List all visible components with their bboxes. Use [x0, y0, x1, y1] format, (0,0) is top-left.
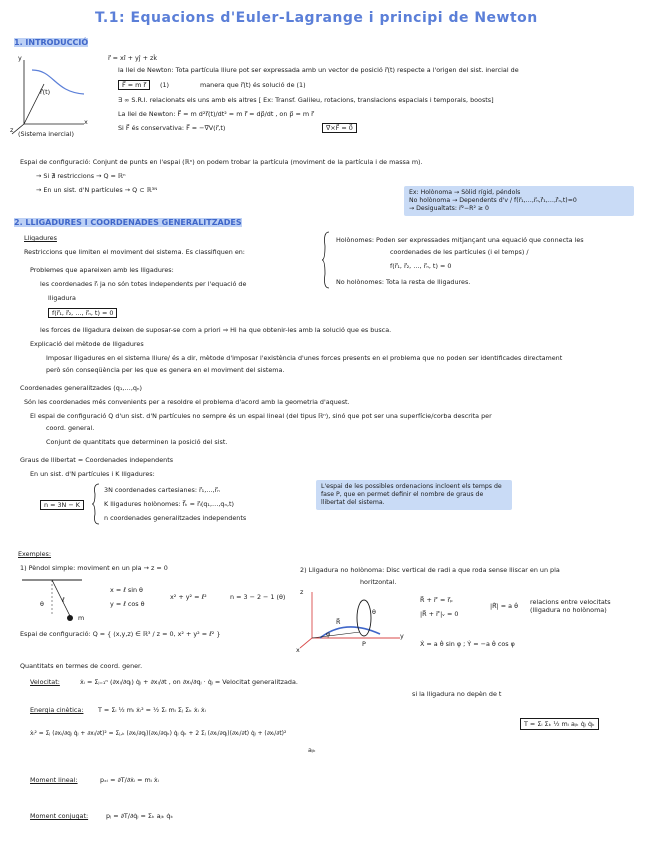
figure-z: z [300, 588, 304, 596]
problem-1-equation: f(r⃗₁, r⃗₂, …, r⃗ₙ, t) = 0 [48, 308, 117, 318]
holonomic-def: Holònomes: Poden ser expressades mitjançant una equació que connecta les [336, 236, 584, 244]
pendulum-x: x = ℓ sin θ [110, 586, 143, 594]
method-head: Explicació del mètode de lligadures [30, 340, 144, 348]
sketch-caption: (Sistema inercial) [18, 130, 74, 138]
figure-x: x [296, 646, 300, 654]
page-title: T.1: Equacions d'Euler-Lagrange i principi de Newton [95, 10, 538, 26]
gen-coords-def: Són les coordenades més convenients per a resoldre el problema d'acord amb la geometria d'aquest. [24, 398, 350, 406]
pendulum-dof: n = 3 − 2 − 1 (θ) [230, 593, 286, 601]
example-2: 2) Lligadura no holònoma: Disc vertical de radi a que roda sense lliscar en un pla [300, 566, 560, 574]
example-box-line: → Desigualtats: r⃗²−R² ≥ 0 [409, 205, 489, 212]
pendulum-length: ℓ [62, 596, 65, 604]
problem-2: les forces de lligadura deixen de suposar-se com a priori ⇒ Hi ha que obtenir-les amb la solució que es busca. [40, 326, 392, 334]
disc-eq-3: |Ṙ⃗| = a θ̇ [490, 602, 519, 610]
pendulum-y: y = ℓ cos θ [110, 600, 145, 608]
sketch-x-label: x [84, 118, 88, 126]
newton-first-law: la llei de Newton: Tota partícula lliure pot ser expressada amb un vector de posició r⃗(t) respecte a l'origen del sist. inercial de [118, 66, 519, 74]
disc-eq-velocity: Ẋ = a θ̇ sin φ ; Ẏ = −a θ̇ cos φ [420, 640, 515, 648]
gen-coords-config-2: coord. general. [46, 424, 95, 432]
pendulum-constraint: x² + y² = ℓ² [170, 593, 207, 601]
problems-head: Problemes que apareixen amb les lligadures: [30, 266, 174, 274]
dof-holonomic: K lligadures holònomes: f⃗ₖ = r⃗ᵢ(q₁,…,qₙ,t) [104, 500, 235, 508]
sketch-r-label: r⃗(t) [40, 88, 51, 96]
equation-newton-boxed: F⃗ = m r⃗̈ [118, 80, 150, 90]
section-heading-constraints: 2. LLIGADURES I COORDENADES GENERALITZADES [14, 218, 242, 227]
curl-equation: ∇⃗×F⃗ = 0⃗ [322, 123, 357, 133]
dof-generalized: n coordenades generalitzades independents [104, 514, 247, 522]
figure-theta: θ [372, 608, 376, 616]
disc-eq-2: |R⃗ + r⃗′|ᵥ = 0 [420, 610, 459, 618]
config-n-particles: → En un sist. d'N partícules → Q ⊂ ℝ³ᴺ [36, 186, 158, 194]
position-vector: r⃗ = xî + yĵ + zk̂ [108, 54, 158, 62]
equation-tag: (1) [160, 81, 170, 89]
example-box-line: Ex: Holònoma → Sòlid rígid, péndols [409, 189, 521, 196]
sri-note: ∃ ∞ S.R.I. relacionats els uns amb els altres [ Ex: Transf. Galileu, rotacions, translacions espacials i temporals, boosts] [118, 96, 494, 104]
gen-coords-config: El espai de configuració Q d'un sist. d'N partícules no sempre és un espai lineal (del tipus ℝⁿ), sinó que pot ser una superfície/corba descrita per [30, 412, 492, 420]
disc-eq-1: R⃗ + r⃗′ = r⃗ₚ [420, 596, 453, 604]
dof-equation: n = 3N − K [40, 500, 84, 510]
problem-1b: lligadura [48, 294, 76, 302]
figure-P: P [362, 640, 366, 648]
linear-momentum-label: Moment lineal: [30, 776, 78, 784]
config-space-def: Espai de configuració: Conjunt de punts en l'espai (ℝⁿ) on podem trobar la partícula (moviment de la partícula i de massa m). [20, 158, 423, 166]
time-independent-note: si la lligadura no depèn de t [412, 690, 502, 698]
sketch-y-label: y [18, 54, 22, 62]
sketch-z-label: z [10, 126, 14, 134]
example-box-constraints [404, 186, 634, 216]
pendulum-mass: m [78, 614, 85, 622]
pendulum-config-space: Espai de configuració: Q = { (x,y,z) ∈ ℝ³ / z = 0, x² + y² = ℓ² } [20, 630, 221, 638]
newton-second-law: La llei de Newton: F⃗ = m d²r⃗(t)/dt² = m r⃗̈ = dp⃗/dt , on p⃗ = m r⃗̇ [118, 110, 314, 118]
newton-first-law-cont: manera que r⃗(t) és solució de (1) [200, 81, 306, 89]
dof-head: Graus de llibertat = Coordenades independents [20, 456, 174, 464]
conjugate-momentum-equation: pⱼ = ∂T/∂q̇ⱼ = Σₖ aⱼₖ q̇ₖ [106, 812, 174, 820]
examples-head: Exemples: [18, 550, 52, 558]
pendulum-theta: θ [40, 600, 44, 608]
disc-eq-note: relacions entre velocitats (lligadura no holònoma) [530, 598, 611, 614]
constraints-heading: Lligadures [24, 234, 57, 242]
example-2b: horitzontal. [360, 578, 397, 586]
kinetic-energy-label: Energia cinètica: [30, 706, 84, 714]
inertial-frame-sketch [14, 52, 94, 132]
dof-cartesian: 3N coordenades cartesianes: r⃗₁,…,r⃗ₙ [104, 486, 220, 494]
holonomic-def-2: coordenades de les partícules (i el temps) / [390, 248, 529, 256]
example-1: 1) Pèndol simple: moviment en un pla → z = 0 [20, 564, 168, 572]
conservative-force: Si F⃗ és conservativa: F⃗ = −∇⃗V(r⃗,t) [118, 124, 226, 132]
linear-momentum-equation: pₓᵢ = ∂T/∂ẋᵢ = mᵢ ẋᵢ [100, 776, 159, 784]
section-heading-intro: 1. INTRODUCCIÓ [14, 38, 89, 47]
phase-space-note: L'espai de les possibles ordenacions incloent els temps de fase P, que en permet definir el nombre de graus de llibertat del sistema. [316, 480, 512, 510]
velocity-squared-expansion: ẋᵢ² = Σⱼ (∂xᵢ/∂qⱼ q̇ⱼ + ∂xᵢ/∂t)² = Σⱼ,ₖ (∂xᵢ/∂qⱼ)(∂xᵢ/∂qₖ) q̇ⱼ q̇ₖ + 2 Σⱼ (∂xᵢ/∂qⱼ)(∂xᵢ/∂t) q̇ⱼ + (∂xᵢ/∂t)² [30, 731, 287, 737]
example-box-line: No holònoma → Dependents d'v / f(r⃗₁,…,r⃗ₙ,ṙ⃗₁,…,ṙ⃗ₙ,t)=0 [409, 197, 577, 204]
figure-y: y [400, 632, 404, 640]
method-body-1: Imposar lligadures en el sistema lliure/ és a dir, mètode d'imposar l'existència d'unes forces presents en el problema que no poden ser identificades directament [46, 354, 563, 362]
velocity-equation: ẋᵢ = Σⱼ₌₁ⁿ (∂xᵢ/∂qⱼ) q̇ⱼ + ∂xᵢ/∂t , on ∂xᵢ/∂qⱼ · q̇ⱼ = Velocitat generalitzada. [80, 678, 298, 686]
config-no-restrictions: → Si ∄ restriccions → Q = ℝⁿ [36, 172, 126, 180]
figure-phi: φ [326, 630, 331, 638]
rolling-disc-sketch [300, 588, 410, 648]
dof-intro: En un sist. d'N partícules i K lligadures: [30, 470, 155, 478]
conjugate-momentum-label: Moment conjugat: [30, 812, 89, 820]
gen-coords-head: Coordenades generalitzades (q₁,…,qₙ) [20, 384, 142, 392]
velocity-label: Velocitat: [30, 678, 60, 686]
kinetic-energy-final: T = Σᵢ Σₖ ½ mᵢ aⱼₖ q̇ⱼ q̇ₖ [520, 718, 599, 730]
quantities-head: Quantitats en termes de coord. gener. [20, 662, 143, 670]
kinetic-energy-equation: T = Σᵢ ½ mᵢ ẋᵢ² = ½ Σᵢ mᵢ Σⱼ Σₖ ẋᵢ ẋᵢ [98, 706, 206, 714]
problem-1: les coordenades r⃗ᵢ ja no són totes independents per l'equació de [40, 280, 247, 288]
brace [322, 232, 330, 288]
figure-R: R⃗ [336, 618, 341, 626]
nonholonomic-def: No holònomes: Tota la resta de lligadures. [336, 278, 471, 286]
holonomic-equation: f(r⃗₁, r⃗₂, …, r⃗ₙ, t) = 0 [390, 262, 452, 270]
gen-coords-set: Conjunt de quantitats que determinen la posició del sist. [46, 438, 228, 446]
ajk-label: aⱼₖ [308, 746, 316, 754]
constraints-def: Restriccions que limiten el moviment del sistema. Es classifiquen en: [24, 248, 245, 256]
brace-dof [92, 484, 100, 524]
method-body-2: però són conseqüència per les que es genera en el moviment del sistema. [46, 366, 285, 374]
